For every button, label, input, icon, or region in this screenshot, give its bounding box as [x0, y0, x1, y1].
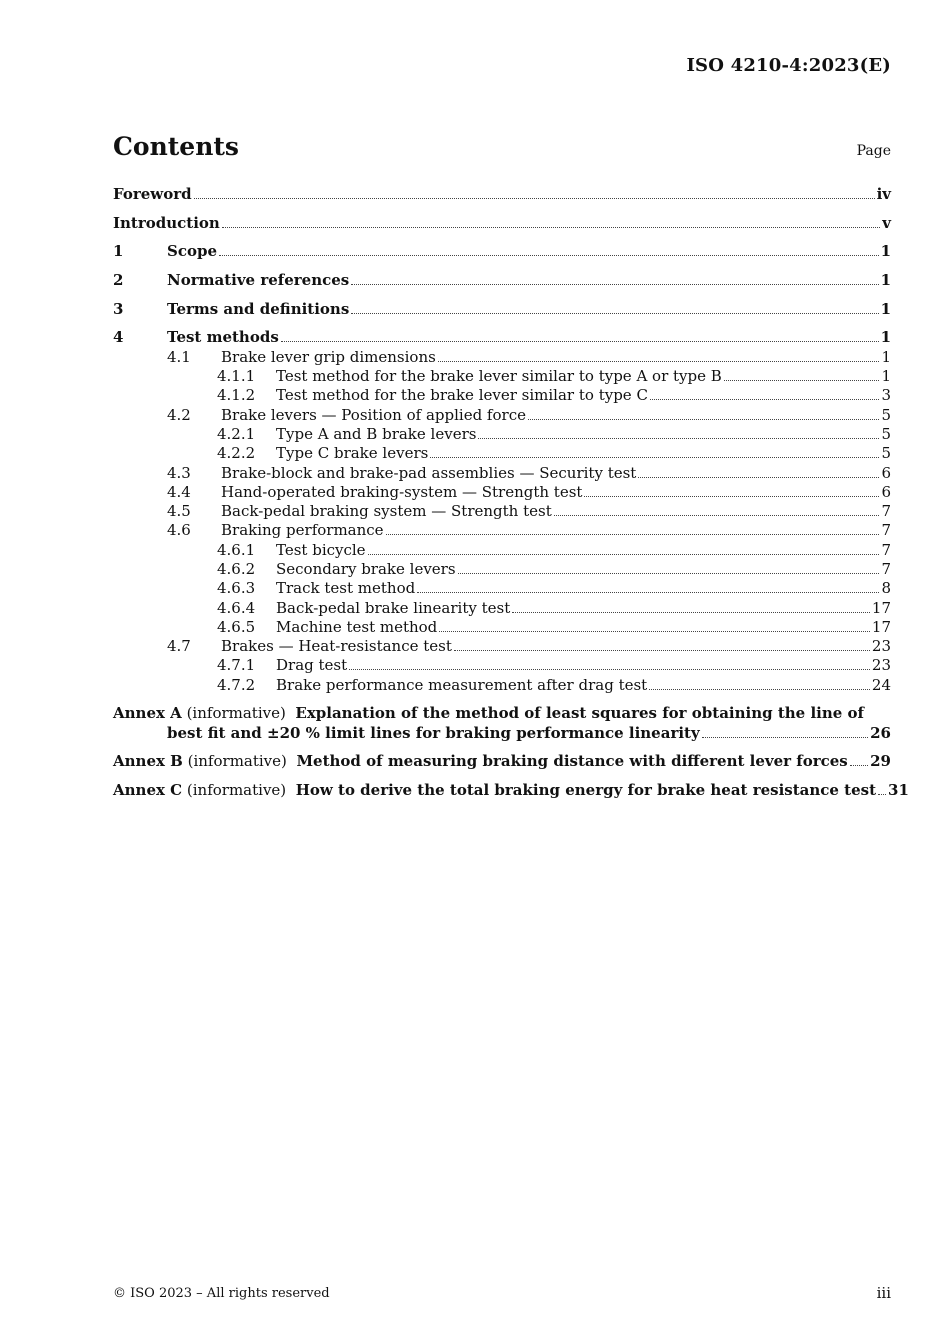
toc-entry-number: 4.5 — [167, 502, 191, 521]
toc-entry-annex-c[interactable] — [113, 781, 909, 800]
dot-leader — [650, 399, 880, 400]
toc-entry-number: 3 — [113, 299, 124, 318]
toc-entry-number: 4.6.1 — [217, 540, 256, 559]
toc-entry-number: 2 — [113, 271, 124, 290]
toc-entry-4[interactable] — [113, 328, 891, 347]
toc-entry-page: 1 — [881, 347, 891, 366]
toc-entry-page: 5 — [881, 405, 891, 424]
toc-entry-page: 29 — [870, 752, 891, 771]
annex-title-line2: best fit and ±20 % limit lines for braking performance linearity — [167, 723, 700, 742]
annex-title: How to derive the total braking energy for brake heat resistance test — [295, 781, 877, 800]
dot-leader — [351, 313, 878, 314]
toc-entry-4-7[interactable] — [113, 637, 891, 656]
dot-leader — [702, 737, 868, 738]
toc-entry-number: 4.6.5 — [217, 617, 256, 636]
toc-entry-page: 31 — [888, 781, 909, 800]
toc-entry-annex-a[interactable] — [113, 704, 891, 743]
toc-entry-number: 4.1 — [167, 347, 191, 366]
dot-leader — [368, 554, 880, 555]
toc-entry-title: Braking performance — [221, 521, 384, 540]
dot-leader — [478, 438, 879, 439]
toc-entry-title: Test bicycle — [276, 540, 366, 559]
toc-entry-4-7-2[interactable] — [113, 676, 891, 695]
toc-entry-number: 4.2.1 — [217, 424, 256, 443]
toc-entry-page: 6 — [881, 463, 891, 482]
toc-entry-page: 5 — [881, 444, 891, 463]
toc-entry-page: v — [882, 213, 891, 232]
toc-entry-4-6-4[interactable] — [113, 599, 891, 618]
toc-entry-number: 4 — [113, 328, 124, 347]
toc-entry-2[interactable] — [113, 271, 891, 290]
annex-type: (informative) — [186, 781, 287, 800]
toc-entry-page: 6 — [881, 482, 891, 501]
toc-entry-title: Terms and definitions — [167, 299, 350, 318]
toc-entry-number: 4.1.2 — [217, 386, 256, 405]
toc-entry-number: 4.6.4 — [217, 598, 256, 617]
toc-entry-4-5[interactable] — [113, 502, 891, 521]
toc-entry-page: 8 — [881, 579, 891, 598]
toc-entry-title: Brake lever grip dimensions — [221, 347, 436, 366]
toc-entry-title: Test method for the brake lever similar to type A or type B — [276, 367, 722, 386]
toc-entry-number: 4.2.2 — [217, 444, 256, 463]
toc-entry-page: 23 — [871, 637, 891, 656]
document-id: ISO 4210-4:2023(E) — [686, 55, 891, 76]
annex-title-line1: Explanation of the method of least squares for obtaining the line of — [295, 704, 864, 723]
dot-leader — [438, 361, 880, 362]
toc-entry-page: 7 — [881, 521, 891, 540]
toc-entry-page: 26 — [870, 723, 891, 742]
toc-entry-4-2-2[interactable] — [113, 444, 891, 463]
toc-entry-4-1[interactable] — [113, 348, 891, 367]
toc-entry-1[interactable] — [113, 242, 891, 261]
toc-entry-number: 4.7.1 — [217, 656, 256, 675]
dot-leader — [554, 515, 880, 516]
page-number: iii — [876, 1284, 891, 1302]
toc-entry-page: 7 — [881, 540, 891, 559]
dot-leader — [430, 457, 879, 458]
toc-entry-4-2[interactable] — [113, 406, 891, 425]
dot-leader — [219, 255, 879, 256]
annex-type: (informative) — [187, 752, 287, 771]
toc-entry-number: 4.4 — [167, 482, 191, 501]
toc-entry-page: 1 — [880, 271, 891, 290]
toc-entry-foreword[interactable] — [113, 185, 891, 204]
toc-entry-page: 1 — [880, 328, 891, 347]
toc-entry-4-1-1[interactable] — [113, 367, 891, 386]
toc-entry-title: Test methods — [167, 328, 279, 347]
toc-entry-number: 4.7.2 — [217, 675, 256, 694]
toc-entry-title: Back-pedal brake linearity test — [276, 598, 511, 617]
toc-entry-title: Scope — [167, 242, 218, 261]
toc-entry-title: Machine test method — [276, 617, 438, 636]
toc-entry-4-6-2[interactable] — [113, 560, 891, 579]
toc-entry-title: Brake-block and brake-pad assemblies — Security test — [221, 463, 637, 482]
toc-entry-title: Drag test — [276, 656, 348, 675]
copyright-notice: © ISO 2023 – All rights reserved — [113, 1286, 330, 1301]
toc-entry-page: iv — [876, 185, 891, 203]
toc-entry-4-6-1[interactable] — [113, 541, 891, 560]
toc-entry-4-2-1[interactable] — [113, 425, 891, 444]
toc-entry-3[interactable] — [113, 300, 891, 319]
toc-entry-introduction[interactable] — [113, 214, 891, 233]
toc-entry-number: 4.3 — [167, 463, 191, 482]
toc-entry-number: 4.6.3 — [217, 579, 256, 598]
annex-label: Annex A — [113, 704, 182, 723]
toc-entry-number: 4.6 — [167, 521, 191, 540]
toc-entry-page: 23 — [871, 656, 891, 675]
toc-entry-page: 7 — [881, 560, 891, 578]
toc-entry-title: Track test method — [276, 579, 416, 598]
dot-leader — [512, 612, 870, 613]
toc-entry-title: Foreword — [113, 185, 192, 203]
dot-leader — [649, 689, 870, 690]
dot-leader — [386, 534, 880, 535]
toc-entry-4-6-3[interactable] — [113, 579, 891, 598]
toc-entry-page: 1 — [880, 299, 891, 318]
toc-entry-number: 4.1.1 — [217, 367, 256, 386]
toc-entry-page: 5 — [881, 424, 891, 443]
annex-label: Annex C — [113, 781, 183, 800]
dot-leader — [351, 284, 878, 285]
dot-leader — [349, 669, 870, 670]
toc-entry-page: 1 — [880, 242, 891, 261]
toc-entry-annex-b[interactable] — [113, 752, 891, 771]
annex-title: Method of measuring braking distance with different lever forces — [296, 752, 848, 771]
toc-entry-4-1-2[interactable] — [113, 386, 891, 405]
toc-entry-4-6[interactable] — [113, 521, 891, 540]
toc-entry-4-6-5[interactable] — [113, 618, 891, 637]
toc-entry-4-7-1[interactable] — [113, 656, 891, 675]
toc-entry-page: 1 — [881, 367, 891, 386]
dot-leader — [584, 496, 879, 497]
toc-entry-title: Type C brake levers — [276, 444, 429, 463]
toc-entry-number: 1 — [113, 242, 124, 261]
annex-label: Annex B — [113, 752, 183, 771]
dot-leader — [439, 631, 870, 632]
toc-entry-title: Brake performance measurement after drag test — [276, 675, 648, 694]
dot-leader — [222, 227, 880, 228]
dot-leader — [724, 380, 880, 381]
toc-entry-title: Type A and B brake levers — [276, 424, 477, 443]
toc-entry-title: Back-pedal braking system — Strength test — [221, 502, 552, 521]
toc-entry-title: Secondary brake levers — [276, 560, 456, 578]
toc-entry-4-3[interactable] — [113, 464, 891, 483]
dot-leader — [878, 794, 886, 795]
table-of-contents — [113, 185, 909, 800]
dot-leader — [454, 650, 870, 651]
toc-entry-title: Hand-operated braking-system — Strength test — [221, 482, 583, 501]
toc-entry-number: 4.2 — [167, 405, 191, 424]
toc-entry-number: 4.6.2 — [217, 560, 256, 578]
toc-entry-title: Brakes — Heat-resistance test — [221, 637, 452, 656]
dot-leader — [528, 419, 879, 420]
toc-entry-page: 17 — [871, 598, 891, 617]
dot-leader — [281, 341, 879, 342]
toc-entry-title: Brake levers — Position of applied force — [221, 405, 526, 424]
toc-entry-page: 17 — [871, 617, 891, 636]
toc-entry-title: Introduction — [113, 213, 220, 232]
dot-leader — [638, 477, 879, 478]
dot-leader — [850, 765, 868, 766]
toc-entry-page: 3 — [881, 386, 891, 405]
toc-entry-number: 4.7 — [167, 637, 191, 656]
dot-leader — [417, 592, 879, 593]
toc-entry-page: 7 — [881, 502, 891, 521]
toc-entry-title: Test method for the brake lever similar to type C — [276, 386, 648, 405]
page-column-label: Page — [856, 143, 891, 159]
toc-entry-title: Normative references — [167, 271, 350, 290]
contents-title: Contents — [113, 132, 240, 161]
toc-entry-4-4[interactable] — [113, 483, 891, 502]
dot-leader — [458, 573, 880, 574]
annex-type: (informative) — [186, 704, 286, 723]
toc-entry-page: 24 — [871, 675, 891, 694]
dot-leader — [194, 198, 875, 199]
